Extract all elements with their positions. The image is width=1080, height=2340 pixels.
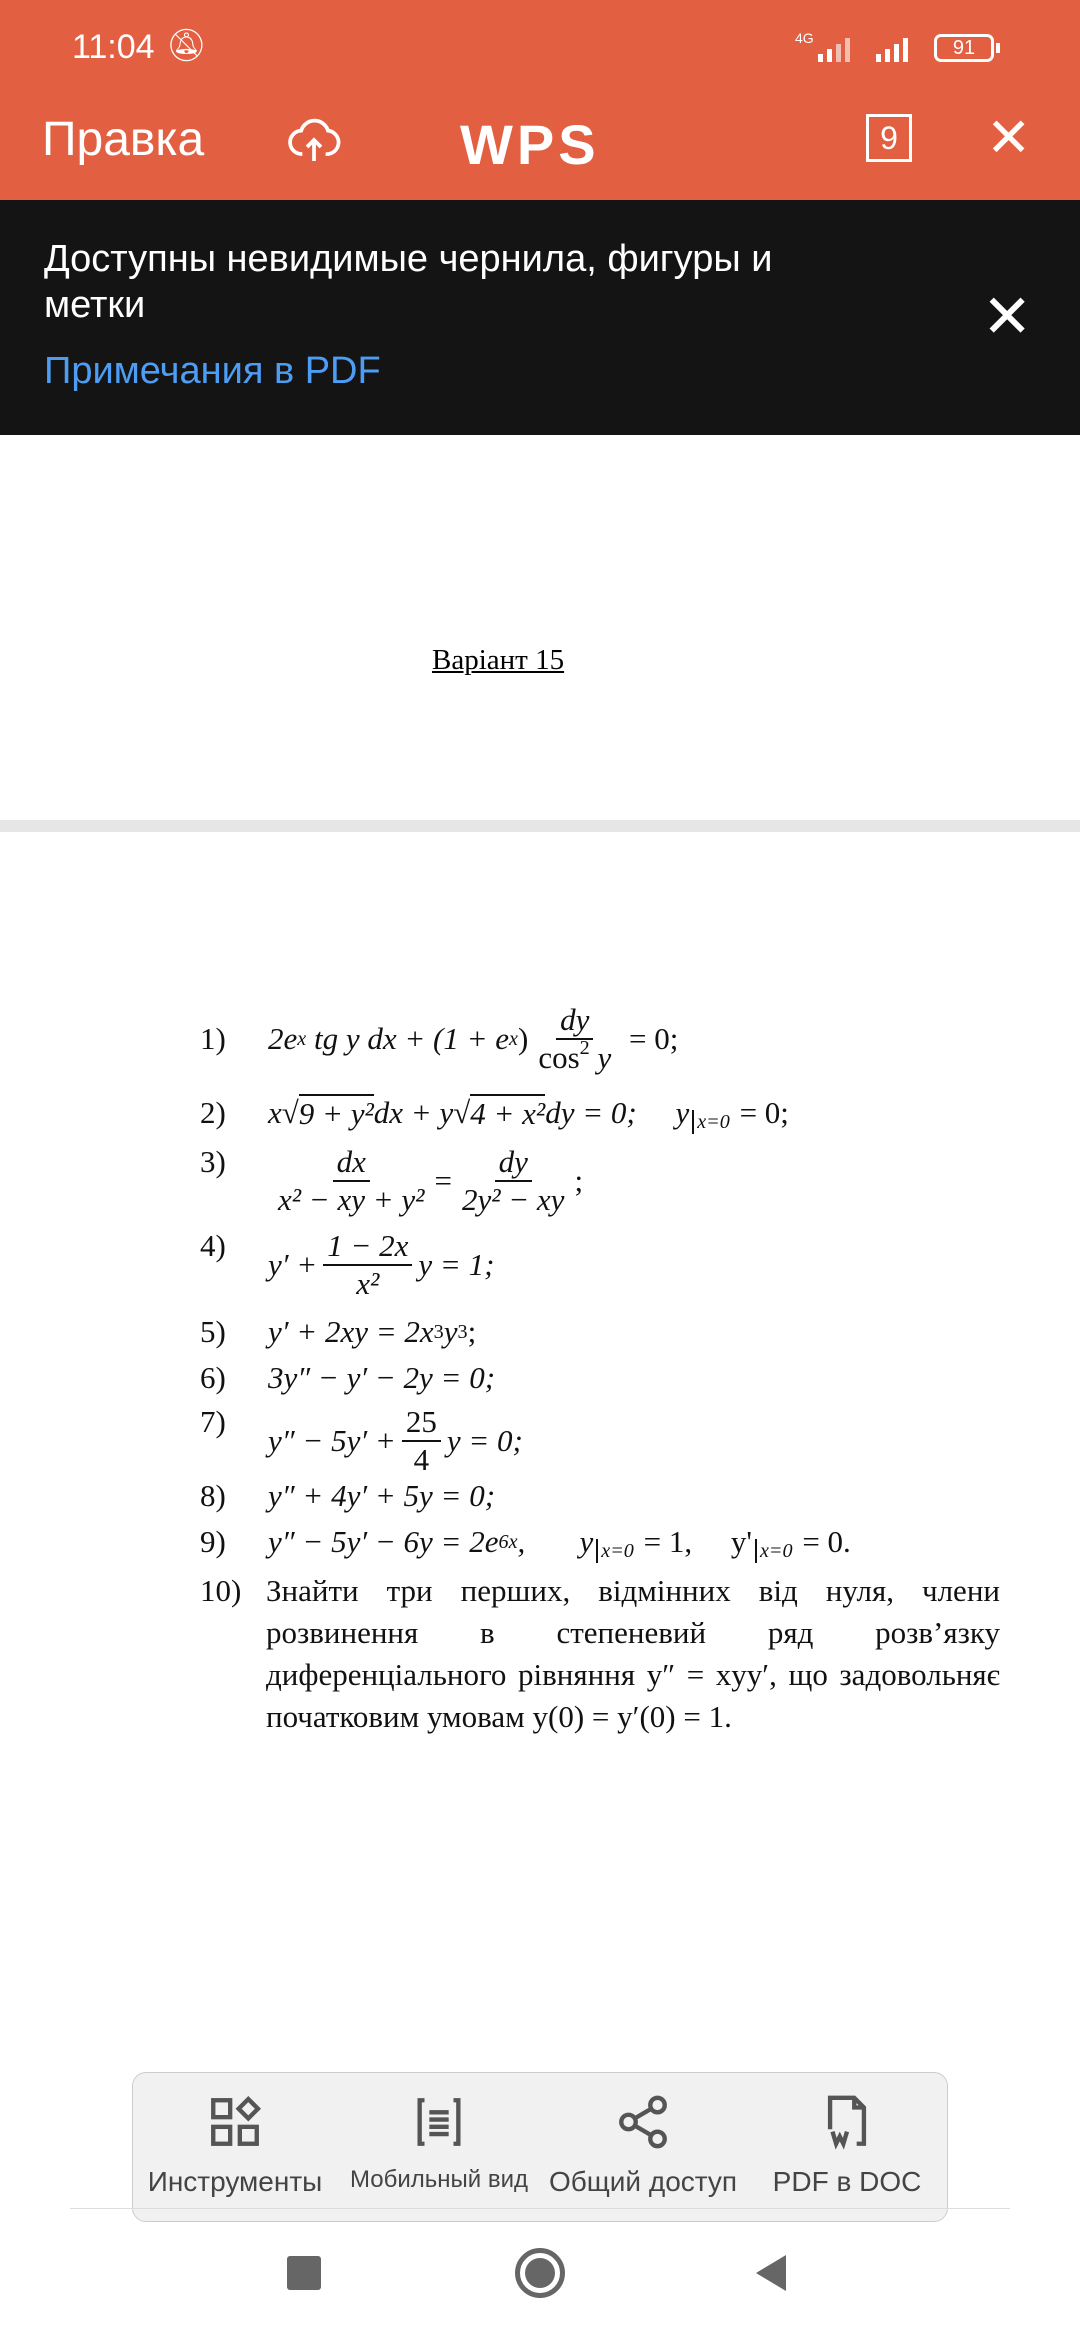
network-type: 4G [795, 30, 814, 46]
math-text: dy = 0; y [545, 1095, 690, 1130]
page-count-button[interactable]: 9 [866, 114, 912, 162]
math-text: x√ [268, 1095, 299, 1130]
math-text: 4) [200, 1228, 226, 1263]
math-text: ; [574, 1163, 584, 1198]
math-text: tg y dx + (1 + e [306, 1021, 510, 1056]
pdf-to-doc-icon [818, 2093, 876, 2151]
bottom-toolbar [132, 2072, 948, 2222]
math-text: 2y² − xy [461, 1182, 565, 1217]
equation-5: 5) y′ + 2xy = 2x 3 y 3 ; [200, 1314, 477, 1349]
cloud-upload-icon[interactable] [286, 112, 342, 168]
math-text: 7) [200, 1404, 226, 1439]
math-text: = 0; [731, 1095, 789, 1130]
notice-banner [0, 200, 1080, 435]
toolbar-label: Общий доступ [548, 2166, 738, 2197]
math-text: 4 [413, 1442, 430, 1477]
math-text: 10) [200, 1573, 242, 1608]
muted-bell-icon: 🔕︎ [166, 27, 207, 63]
edit-button[interactable]: Правка [42, 113, 205, 166]
math-text: y″ + 4y′ + 5y = 0; [268, 1478, 496, 1513]
math-text: ; [467, 1314, 477, 1349]
math-text: cos [538, 1040, 580, 1075]
divider [70, 2208, 1010, 2209]
math-text: y = 1; [418, 1247, 495, 1282]
signal-icon [818, 38, 850, 62]
math-text: x² [356, 1266, 380, 1301]
recents-button[interactable] [287, 2256, 321, 2290]
math-text: y″ − 5y′ − 6y = 2e [268, 1524, 499, 1559]
equation-9: 9) y″ − 5y′ − 6y = 2e 6x , y $_{x=0}$ = 1, y' $_{x=0}$ = 0. [200, 1524, 851, 1562]
equation-3 [200, 1144, 583, 1218]
math-text: 6) [200, 1360, 226, 1395]
math-text: 2) [200, 1095, 226, 1130]
toolbar-label: PDF в DOC [772, 2166, 922, 2197]
math-text: = [434, 1163, 452, 1198]
close-icon[interactable]: ✕ [986, 108, 1032, 168]
tools-button[interactable] [133, 2093, 337, 2198]
math-text: y′ + 2xy = 2x [268, 1314, 434, 1349]
math-text: y′ + [268, 1247, 318, 1282]
wps-logo: WPS [460, 113, 600, 176]
math-text: 9) [200, 1524, 226, 1559]
equation-7 [200, 1404, 523, 1478]
math-text: 2 [579, 1036, 590, 1059]
close-banner-icon[interactable]: ✕ [982, 283, 1033, 350]
math-text: = 0; [621, 1021, 679, 1056]
math-text: dy [556, 1002, 593, 1040]
mobile-view-button[interactable] [337, 2093, 541, 2194]
variant-title: Варіант 15 [432, 644, 565, 676]
math-text: 3y″ − y′ − 2y = 0; [268, 1360, 496, 1395]
share-icon [614, 2093, 672, 2151]
math-text: x² − xy + y² [278, 1182, 425, 1217]
math-text: 25 [402, 1404, 441, 1442]
math-text: Знайти три перших, відмінних від нуля, члени розвинення в степеневий ряд розв’язку диференціального рівняння y″ = xyy′, що задовольняє початковим умовам y(0) = y′(0) = 1. [266, 1573, 1000, 1734]
problem-10 [200, 1570, 1000, 1738]
math-text: y [443, 1314, 458, 1349]
home-button[interactable] [515, 2248, 565, 2298]
battery-icon: 91 [934, 34, 994, 62]
equation-6 [200, 1360, 495, 1396]
back-button[interactable] [756, 2255, 786, 2291]
math-text: x=0 [755, 1539, 795, 1563]
math-text: 1) [200, 1021, 226, 1056]
equation-1: 1) 2e x tg y dx + (1 + e x ) $\frac{dy}{\cos^2 y}$ = 0; [200, 1002, 679, 1075]
math-text: 4 + x² [470, 1096, 546, 1131]
math-text: x=0 [596, 1539, 636, 1563]
math-text: dx [333, 1144, 370, 1182]
math-text: dy [495, 1144, 532, 1182]
math-text: , y [517, 1524, 594, 1559]
pdf-to-doc-button[interactable] [745, 2093, 949, 2198]
equation-8 [200, 1478, 495, 1514]
app-header [0, 0, 1080, 200]
mobile-view-icon [410, 2093, 468, 2151]
toolbar-label: Мобильный вид [349, 2166, 528, 2193]
math-text: = 1, y' [635, 1524, 752, 1559]
banner-text: Доступны невидимые чернила, фигуры и метки [44, 238, 773, 326]
math-text: 1 − 2x [323, 1228, 412, 1266]
signal-icon [876, 38, 908, 62]
math-text: y [589, 1040, 612, 1075]
math-text: x=0 [692, 1110, 732, 1134]
math-text: y = 0; [446, 1423, 523, 1458]
equation-2 [200, 1094, 789, 1132]
share-button[interactable] [541, 2093, 745, 2198]
status-time: 11:04 [72, 28, 155, 66]
pdf-annotations-link[interactable]: Примечания в PDF [44, 350, 381, 392]
math-text: 3) [200, 1144, 226, 1179]
math-text: 2e [268, 1021, 298, 1056]
math-text: 5) [200, 1314, 226, 1349]
equation-4 [200, 1228, 494, 1302]
math-text: ) [517, 1021, 529, 1056]
math-text: 9 + y² [298, 1096, 374, 1131]
toolbar-label: Инструменты [147, 2166, 323, 2197]
tools-icon [206, 2093, 264, 2151]
math-text: dx + y√ [373, 1095, 471, 1130]
math-text: = 0. [794, 1524, 851, 1559]
page-divider [0, 820, 1080, 832]
math-text: 8) [200, 1478, 226, 1513]
math-text: y″ − 5y′ + [268, 1423, 396, 1458]
